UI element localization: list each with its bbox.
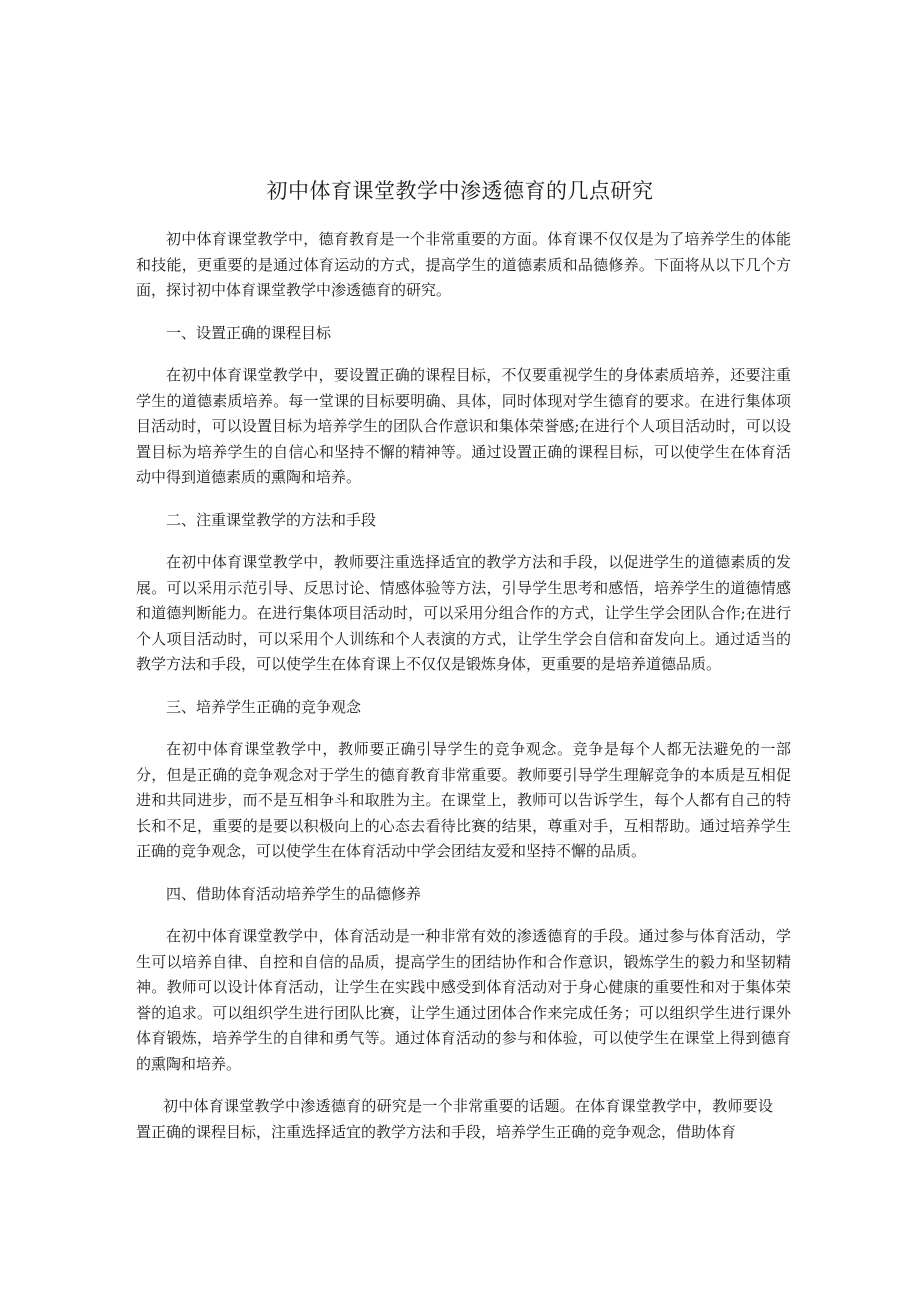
section-body-4: 在初中体育课堂教学中，体育活动是一种非常有效的渗透德育的手段。通过参与体育活动，学生可以培养自律、自控和自信的品质，提高学生的团结协作和合作意识，锻炼学生的毅力和坚韧精神。教师可以设计体育活动，让学生在实践中感受到体育活动对于身心健康的重要性和对于集体荣誉的追求。可以组织学生进行团队比赛，让学生通过团体合作来完成任务；可以组织学生进行课外体育锻炼，培养学生的自律和勇气等。通过体育活动的参与和体验，可以使学生在课堂上得到德育的熏陶和培养。 (136, 927, 791, 1073)
section-body-3: 在初中体育课堂教学中，教师要正确引导学生的竞争观念。竞争是每个人都无法避免的一部分，但是正确的竞争观念对于学生的德育教育非常重要。教师要引导学生理解竞争的本质是互相促进和共同进步，而不是互相争斗和取胜为主。在课堂上，教师可以告诉学生，每个人都有自己的特长和不足，重要的是要以积极向上的心态去看待比赛的结果，尊重对手，互相帮助。通过培养学生正确的竞争观念，可以使学生在体育活动中学会团结友爱和坚持不懈的品质。 (136, 740, 791, 860)
document-title: 初中体育课堂教学中渗透德育的几点研究 (266, 179, 654, 203)
section-heading-2: 二、注重课堂教学的方法和手段 (166, 510, 377, 529)
document-body (136, 227, 791, 1145)
section-body-2: 在初中体育课堂教学中，教师要注重选择适宜的教学方法和手段，以促进学生的道德素质的发展。可以采用示范引导、反思讨论、情感体验等方法，引导学生思考和感悟，培养学生的道德情感和道德判断能力。在进行集体项目活动时，可以采用分组合作的方式，让学生学会团队合作;在进行个人项目活动时，可以采用个人训练和个人表演的方式，让学生学会自信和奋发向上。通过适当的教学方法和手段，可以使学生在体育课上不仅仅是锻炼身体，更重要的是培养道德品质。 (136, 553, 791, 673)
closing-paragraph: 初中体育课堂教学中渗透德育的研究是一个非常重要的话题。在体育课堂教学中，教师要设置正确的课程目标，注重选择适宜的教学方法和手段，培养学生正确的竞争观念，借助体育 (136, 1097, 773, 1141)
section-heading-1: 一、设置正确的课程目标 (166, 323, 332, 342)
section-heading-3: 三、培养学生正确的竞争观念 (166, 697, 362, 716)
section-body-1: 在初中体育课堂教学中，要设置正确的课程目标，不仅要重视学生的身体素质培养，还要注重学生的道德素质培养。每一堂课的目标要明确、具体，同时体现对学生德育的要求。在进行集体项目活动时，可以设置目标为培养学生的团队合作意识和集体荣誉感;在进行个人项目活动时，可以设置目标为培养学生的自信心和坚持不懈的精神等。通过设置正确的课程目标，可以使学生在体育活动中得到道德素质的熏陶和培养。 (136, 366, 791, 486)
section-heading-4: 四、借助体育活动培养学生的品德修养 (166, 884, 422, 903)
intro-paragraph: 初中体育课堂教学中，德育教育是一个非常重要的方面。体育课不仅仅是为了培养学生的体能和技能，更重要的是通过体育运动的方式，提高学生的道德素质和品德修养。下面将从以下几个方面，探讨初中体育课堂教学中渗透德育的研究。 (136, 230, 791, 299)
